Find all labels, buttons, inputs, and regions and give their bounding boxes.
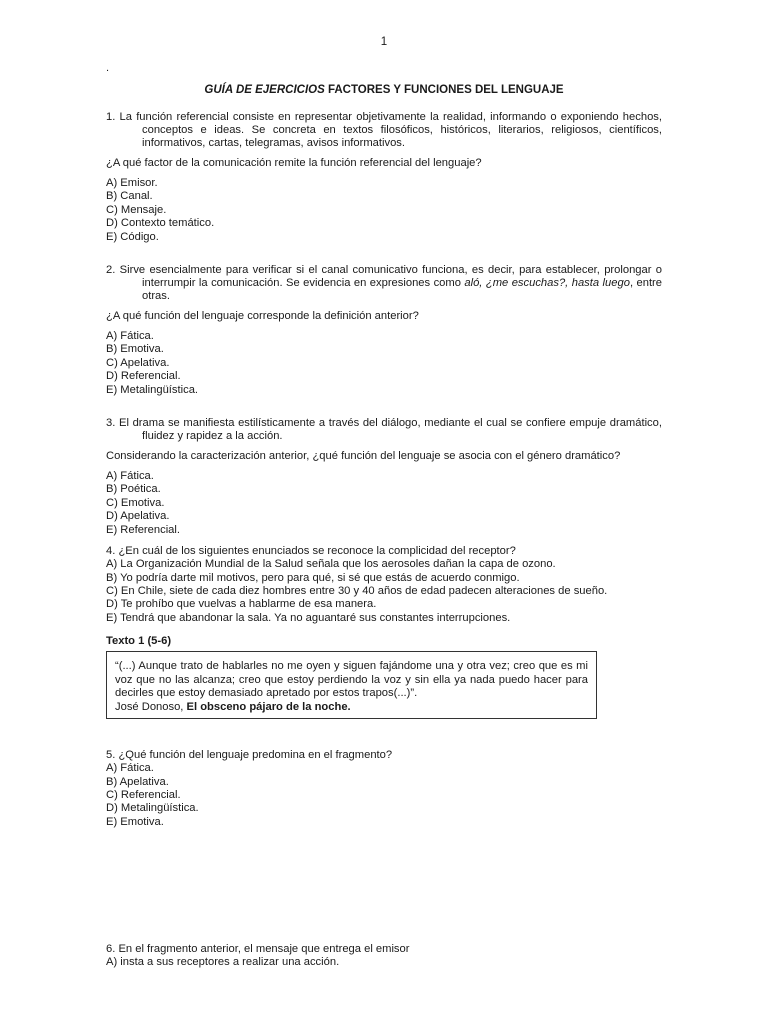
worksheet-body <box>106 84 662 982</box>
option: C) Apelativa. <box>106 356 170 369</box>
q3-stem: 3. El drama se manifiesta estilísticamente a través del diálogo, mediante el cual se confiere empuje dramático, fluidez y rapidez a la acción. <box>106 417 662 443</box>
option: D) Contexto temático. <box>106 217 215 230</box>
option: C) Referencial. <box>106 788 181 801</box>
option: B) Apelativa. <box>106 775 169 788</box>
q3-question: Considerando la caracterización anterior, ¿qué función del lenguaje se asocia con el género dramático? <box>106 450 621 463</box>
option: D) Metalingüística. <box>106 802 199 815</box>
q1-question: ¿A qué factor de la comunicación remite la función referencial del lenguaje? <box>106 157 482 169</box>
option: E) Referencial. <box>106 523 180 536</box>
option: A) Fática. <box>106 330 154 343</box>
option: A) Fática. <box>106 762 154 775</box>
quote-attribution <box>115 701 588 715</box>
quote-box <box>106 651 597 719</box>
texto-heading: Texto 1 (5-6) <box>106 635 172 648</box>
option: B) Yo podría darte mil motivos, pero para qué, si sé que estás de acuerdo conmigo. <box>106 571 520 584</box>
option: B) Emotiva. <box>106 343 164 356</box>
option: A) Emisor. <box>106 177 158 189</box>
option: C) En Chile, siete de cada diez hombres entre 30 y 40 años de edad padecen alteraciones de sueño. <box>106 584 608 597</box>
q1-options <box>106 177 662 244</box>
option: D) Te prohíbo que vuelvas a hablarme de esa manera. <box>106 598 377 611</box>
q5-question: 5. ¿Qué función del lenguaje predomina en el fragmento? <box>106 749 393 762</box>
option: A) Fática. <box>106 470 154 483</box>
option: D) Referencial. <box>106 370 181 383</box>
stray-dot: . <box>106 62 110 74</box>
option: A) La Organización Mundial de la Salud señala que los aerosoles dañan la capa de ozono. <box>106 558 556 571</box>
quote-text: “(...) Aunque trato de hablarles no me oyen y siguen fajándome una y otra vez; creo que es mi voz que no las alcanza; creo que estoy perdiendo la voz y sin ella ya nada puedo hacer para decirles que estoy demasiado apretado por estos trapos(...)”. <box>115 660 588 700</box>
q4-options <box>106 558 662 625</box>
option: C) Mensaje. <box>106 203 167 216</box>
option: C) Emotiva. <box>106 496 165 509</box>
q4-question: 4. ¿En cuál de los siguientes enunciados se reconoce la complicidad del receptor? <box>106 545 516 558</box>
q3-options <box>106 470 662 537</box>
q6-options <box>106 956 662 969</box>
q2-stem-italic: aló, ¿me escuchas?, hasta luego <box>464 277 630 290</box>
q1-stem: 1. La función referencial consiste en representar objetivamente la realidad, informando o exponiendo hechos, conceptos e ideas. Se concreta en textos filosóficos, históricos, literarios, religiosos, científicos, informativos, cartas, telegramas, avisos informativos. <box>106 111 662 149</box>
q5-options <box>106 762 662 829</box>
quote-author: José Donoso, <box>115 700 187 713</box>
worksheet-title <box>106 84 662 97</box>
q6-question: 6. En el fragmento anterior, el mensaje que entrega el emisor <box>106 943 410 956</box>
q2-stem-b: , entre otras. <box>142 277 662 303</box>
option: E) Emotiva. <box>106 815 164 828</box>
option: A) insta a sus receptores a realizar una acción. <box>106 956 340 969</box>
q2-stem-a: 2. Sirve esencialmente para verificar si el canal comunicativo funciona, es decir, para establecer, prolongar o interrumpir la comunicación. Se evidencia en expresiones como <box>106 264 662 290</box>
quote-book: El obsceno pájaro de la noche. <box>186 700 351 713</box>
title-bold: FACTORES Y FUNCIONES DEL LENGUAJE <box>327 84 564 96</box>
page-number: 1 <box>380 36 388 48</box>
option: B) Canal. <box>106 190 153 203</box>
option: E) Tendrá que abandonar la sala. Ya no aguantaré sus constantes interrupciones. <box>106 611 511 624</box>
option: E) Código. <box>106 230 159 243</box>
option: B) Poética. <box>106 483 161 496</box>
option: E) Metalingüística. <box>106 383 199 396</box>
q2-options <box>106 330 662 397</box>
option: D) Apelativa. <box>106 510 170 523</box>
q2-stem <box>106 264 662 303</box>
q2-question: ¿A qué función del lenguaje corresponde la definición anterior? <box>106 310 419 323</box>
title-italic: GUÍA DE EJERCICIOS <box>204 84 325 96</box>
